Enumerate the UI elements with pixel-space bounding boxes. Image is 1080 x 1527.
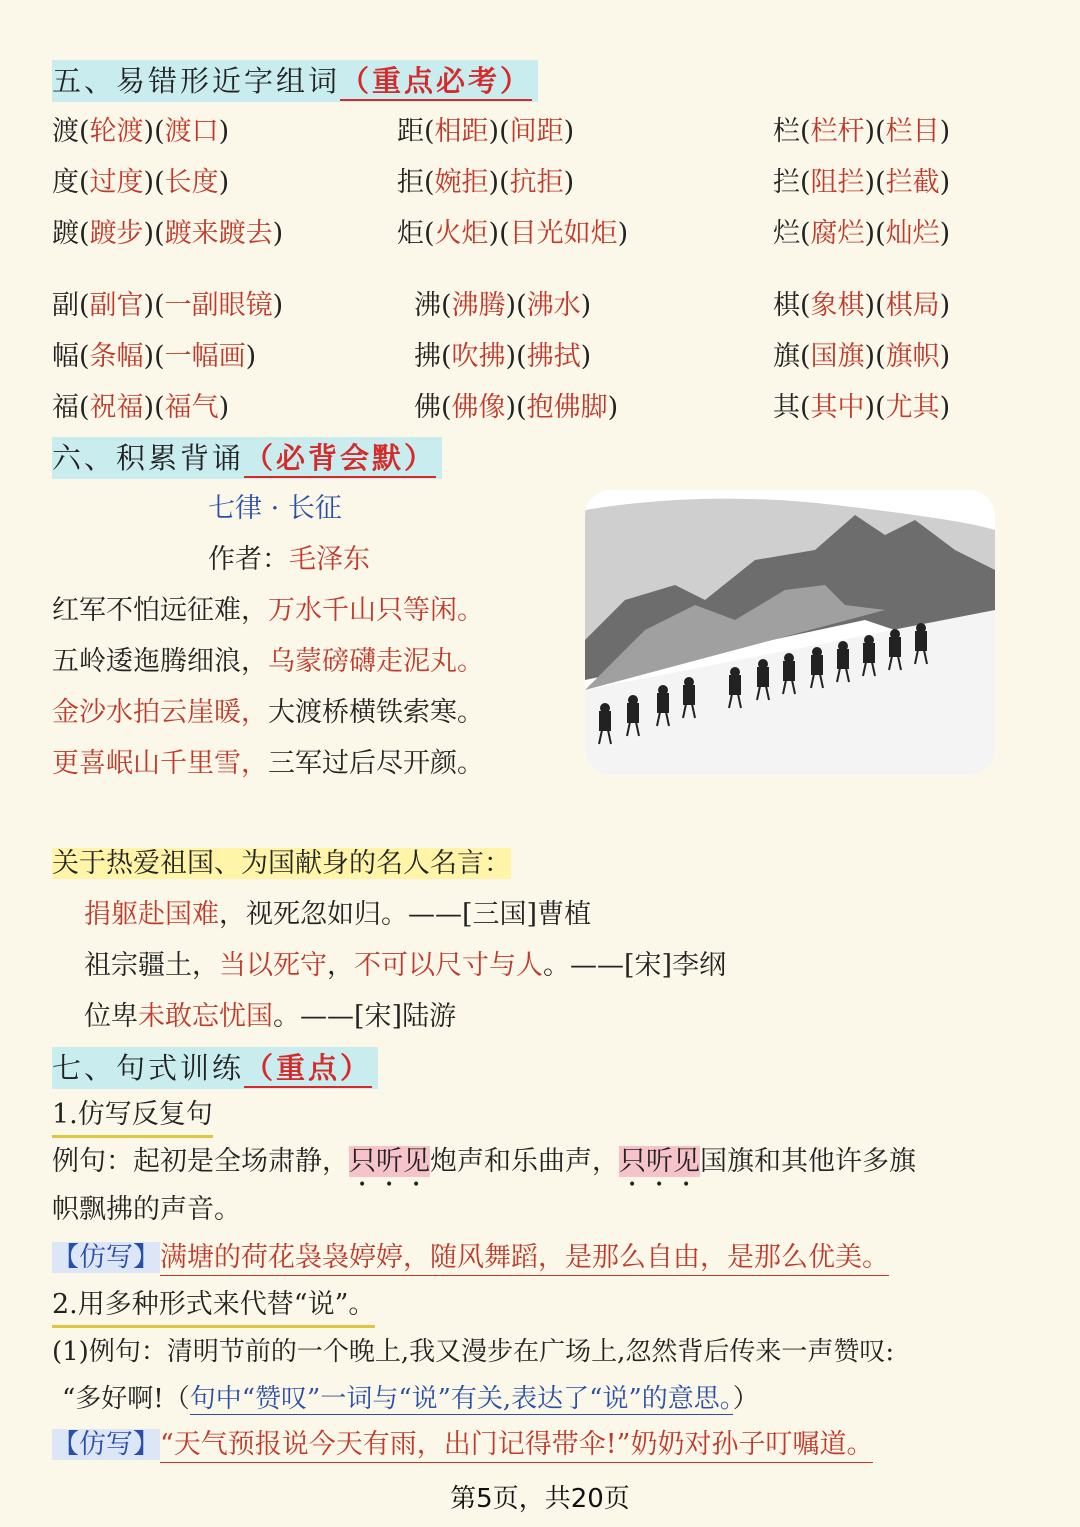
quote-3: 位卑未敢忘忧国。——[宋]陆游 [84, 1001, 457, 1032]
word: 轮渡 [89, 116, 144, 147]
char: 炬 [397, 218, 424, 249]
word-entry: 栏(栏杆)(栏目) [773, 116, 951, 147]
char: 副 [52, 290, 79, 321]
section6-title: 六、积累背诵 [52, 441, 245, 475]
char: 拒 [397, 167, 424, 198]
word-entry: 度(过度)(长度) [52, 167, 230, 198]
word: 棋局 [885, 290, 940, 321]
char: 拦 [773, 167, 800, 198]
word-entry: 沸(沸腾)(沸水) [414, 290, 592, 321]
word: 踱步 [89, 218, 144, 249]
word: 吹拂 [451, 341, 506, 372]
word-entry: 其(其中)(尤其) [773, 392, 951, 423]
poem-line: 五岭逶迤腾细浪，乌蒙磅礴走泥丸。 [52, 646, 484, 677]
word-entry: 渡(轮渡)(渡口) [52, 116, 230, 147]
char: 渡 [52, 116, 79, 147]
author-name: 毛泽东 [289, 544, 370, 575]
word: 渡口 [164, 116, 219, 147]
word: 沸水 [526, 290, 581, 321]
word: 目光如炬 [509, 218, 618, 249]
section7-title: 七、句式训练 [52, 1051, 245, 1085]
word: 间距 [509, 116, 564, 147]
word: 长度 [164, 167, 219, 198]
exercise1-example-line1: 例句：起初是全场肃静，只听见炮声和乐曲声，只听见国旗和其他许多旗 [52, 1146, 916, 1177]
word-entry: 佛(佛像)(抱佛脚) [414, 392, 619, 423]
word: 一副眼镜 [164, 290, 273, 321]
word-entry: 拦(阻拦)(拦截) [773, 167, 951, 198]
quotes-heading: 关于热爱祖国、为国献身的名人名言： [52, 848, 511, 879]
char: 棋 [773, 290, 800, 321]
word: 条幅 [89, 341, 144, 372]
section5-title: 五、易错形近字组词 [52, 64, 341, 98]
word-entry: 距(相距)(间距) [397, 116, 575, 147]
word-entry: 拂(吹拂)(拂拭) [414, 341, 592, 372]
char: 佛 [414, 392, 441, 423]
char: 拂 [414, 341, 441, 372]
section6-heading [52, 437, 442, 479]
section7-heading [52, 1047, 378, 1089]
word: 祝福 [89, 392, 144, 423]
section5-heading [52, 60, 538, 102]
poem-author-line [208, 542, 370, 578]
char: 福 [52, 392, 79, 423]
exercise2-title: 2.用多种形式来代替“说”。 [52, 1287, 375, 1328]
word-entry: 炬(火炬)(目光如炬) [397, 218, 629, 249]
word: 腐烂 [810, 218, 865, 249]
word-entry: 烂(腐烂)(灿烂) [773, 218, 951, 249]
exercise1-example-line2: 帜飘拂的声音。 [52, 1194, 241, 1225]
exercise1-imitation: 【仿写】满塘的荷花袅袅婷婷，随风舞蹈，是那么自由，是那么优美。 [52, 1240, 889, 1276]
word-entry: 幅(条幅)(一幅画) [52, 341, 257, 372]
word: 相距 [434, 116, 489, 147]
word: 阻拦 [810, 167, 865, 198]
poem-line: 更喜岷山千里雪，三军过后尽开颜。 [52, 748, 484, 779]
word: 抱佛脚 [526, 392, 608, 423]
word: 栏目 [885, 116, 940, 147]
word: 火炬 [434, 218, 489, 249]
section5-tag: （重点必考） [340, 64, 532, 101]
word: 拦截 [885, 167, 940, 198]
word-entry: 福(祝福)(福气) [52, 392, 230, 423]
exercise2-example-line1: (1)例句：清明节前的一个晚上,我又漫步在广场上,忽然背后传来一声赞叹: [52, 1337, 895, 1367]
word-entry: 旗(国旗)(旗帜) [773, 341, 951, 372]
char: 踱 [52, 218, 79, 249]
word: 抗拒 [509, 167, 564, 198]
word: 过度 [89, 167, 144, 198]
word: 一幅画 [164, 341, 246, 372]
section7-tag: （重点） [244, 1051, 372, 1088]
char: 沸 [414, 290, 441, 321]
word: 国旗 [810, 341, 865, 372]
quote-1: 捐躯赴国难，视死忽如归。——[三国]曹植 [84, 899, 592, 930]
char: 栏 [773, 116, 800, 147]
char: 距 [397, 116, 424, 147]
word: 福气 [164, 392, 219, 423]
exercise2-imitation: 【仿写】“天气预报说今天有雨，出门记得带伞!”奶奶对孙子叮嘱道。 [52, 1427, 873, 1463]
exercise2-example-line2: “多好啊!（句中“赞叹”一词与“说”有关,表达了“说”的意思。） [62, 1384, 759, 1414]
word: 灿烂 [885, 218, 940, 249]
page-number: 第5页，共20页 [450, 1484, 630, 1514]
word: 副官 [89, 290, 144, 321]
word: 象棋 [810, 290, 865, 321]
word: 尤其 [885, 392, 940, 423]
word: 踱来踱去 [164, 218, 273, 249]
char: 幅 [52, 341, 79, 372]
word: 旗帜 [885, 341, 940, 372]
long-march-illustration [585, 490, 995, 775]
section6-tag: （必背会默） [244, 441, 436, 478]
word: 其中 [810, 392, 865, 423]
poem-line: 金沙水拍云崖暖，大渡桥横铁索寒。 [52, 697, 484, 728]
word-entry: 棋(象棋)(棋局) [773, 290, 951, 321]
char: 度 [52, 167, 79, 198]
word: 拂拭 [526, 341, 581, 372]
char: 其 [773, 392, 800, 423]
author-label: 作者： [208, 544, 289, 575]
quote-2: 祖宗疆土，当以死守，不可以尺寸与人。——[宋]李纲 [84, 950, 727, 981]
word-entry: 拒(婉拒)(抗拒) [397, 167, 575, 198]
poem-line: 红军不怕远征难，万水千山只等闲。 [52, 595, 484, 626]
word-entry: 副(副官)(一副眼镜) [52, 290, 284, 321]
exercise1-title: 1.仿写反复句 [52, 1097, 213, 1138]
word: 栏杆 [810, 116, 865, 147]
snow-mountain-drawing [585, 490, 995, 775]
word: 婉拒 [434, 167, 489, 198]
word: 佛像 [451, 392, 506, 423]
char: 烂 [773, 218, 800, 249]
word: 沸腾 [451, 290, 506, 321]
char: 旗 [773, 341, 800, 372]
poem-title: 七律 · 长征 [208, 493, 342, 524]
word-entry: 踱(踱步)(踱来踱去) [52, 218, 284, 249]
